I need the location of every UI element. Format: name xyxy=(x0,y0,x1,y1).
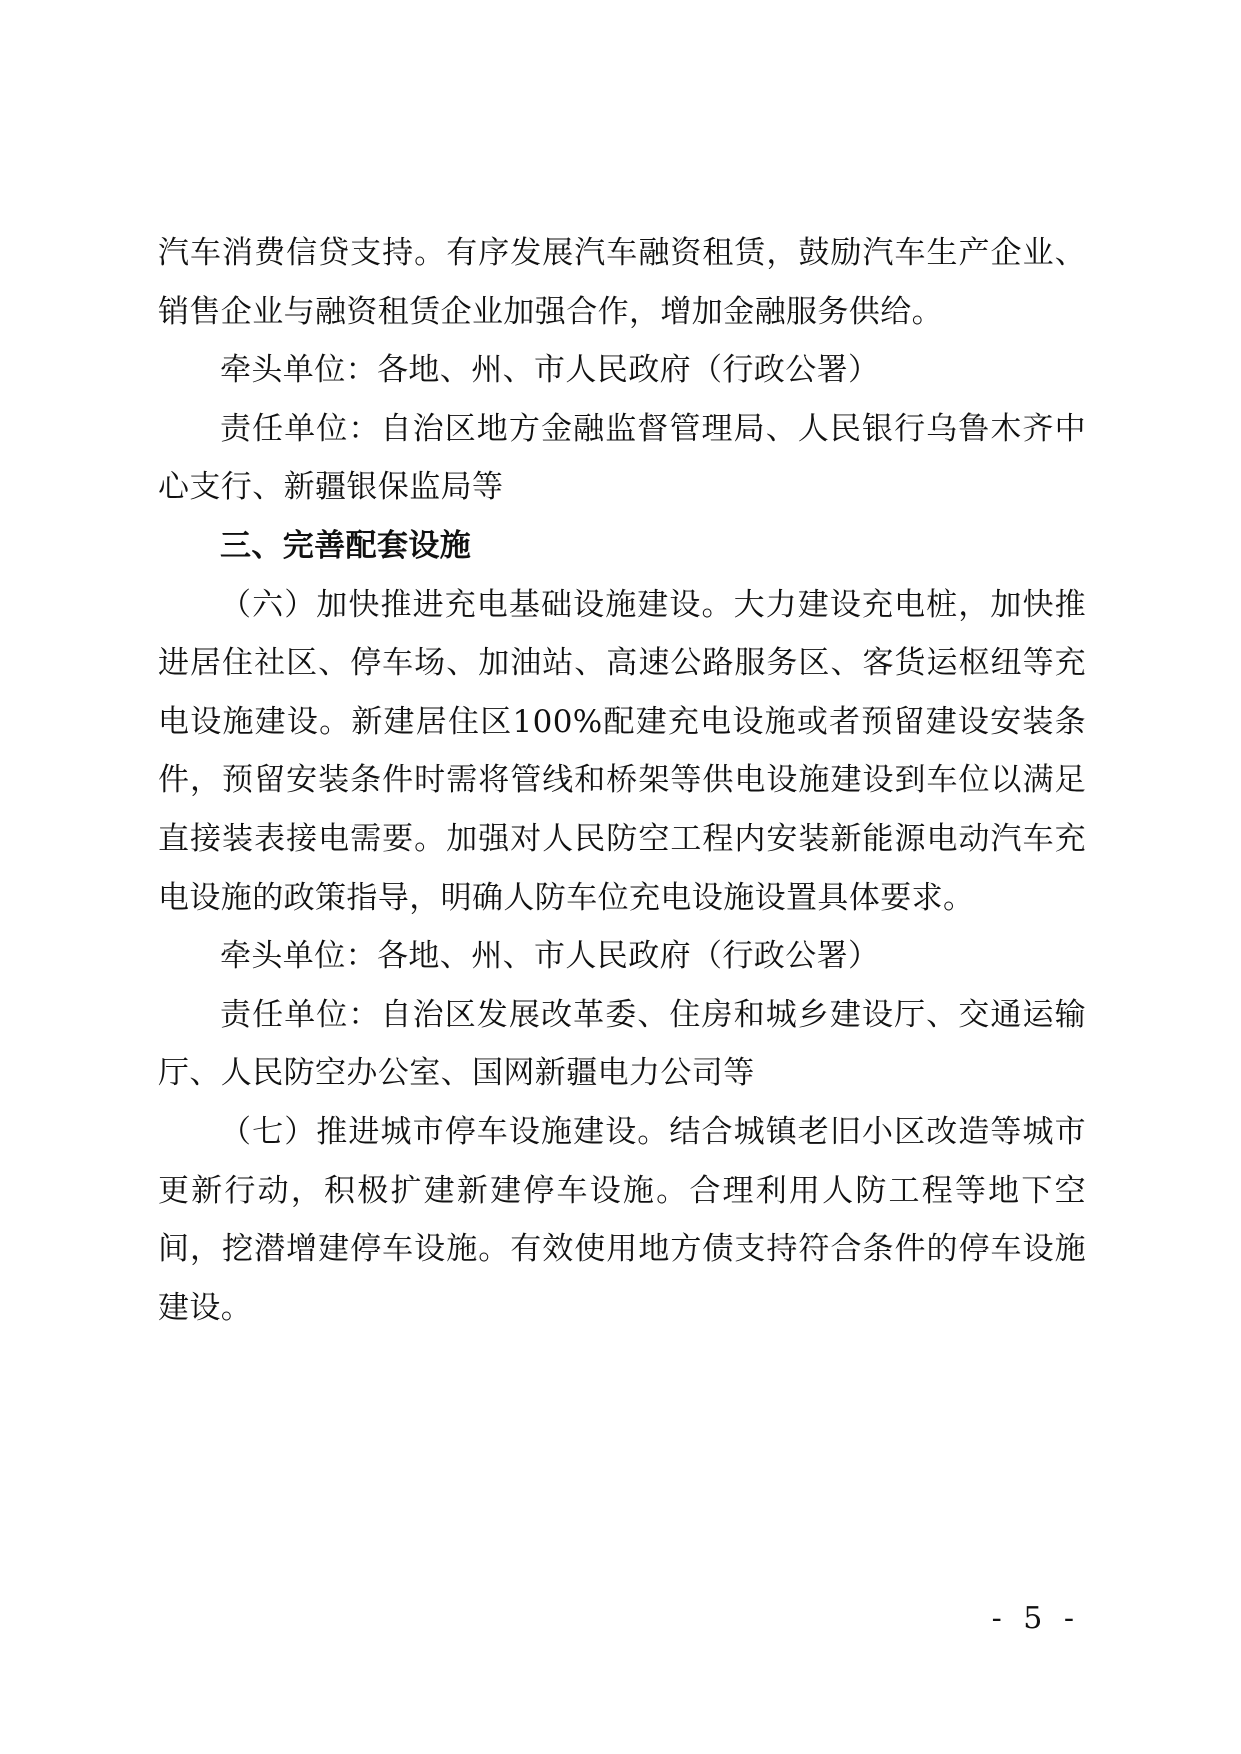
section-heading-facilities: 三、完善配套设施 xyxy=(220,527,472,564)
paragraph-credit-support: 汽车消费信贷支持。有序发展汽车融资租赁，鼓励汽车生产企业、销售企业与融资租赁企业加强合作，增加金融服务供给。 xyxy=(158,235,1086,330)
paragraph-charging-infrastructure: （六）加快推进充电基础设施建设。大力建设充电桩，加快推进居住社区、停车场、加油站、高速公路服务区、客货运枢纽等充电设施建设。新建居住区100%配建充电设施或者预留建设安装条件，预留安装条件时需将管线和桥架等供电设施建设到车位以满足直接装表接电需要。加强对人民防空工程内安装新能源电动汽车充电设施的政策指导，明确人防车位充电设施设置具体要求。 xyxy=(158,586,1086,916)
page-number: - 5 - xyxy=(991,1601,1080,1636)
document-body xyxy=(158,224,1086,1337)
paragraph-responsible-unit-2: 责任单位：自治区发展改革委、住房和城乡建设厅、交通运输厅、人民防空办公室、国网新疆电力公司等 xyxy=(158,996,1086,1092)
paragraph-parking-facilities: （七）推进城市停车设施建设。结合城镇老旧小区改造等城市更新行动，积极扩建新建停车设施。合理利用人防工程等地下空间，挖潜增建停车设施。有效使用地方债支持符合条件的停车设施建设。 xyxy=(158,1113,1086,1326)
paragraph-lead-unit-2: 牵头单位：各地、州、市人民政府（行政公署） xyxy=(220,938,880,975)
paragraph-lead-unit-1: 牵头单位：各地、州、市人民政府（行政公署） xyxy=(220,352,880,389)
paragraph-responsible-unit-1: 责任单位：自治区地方金融监督管理局、人民银行乌鲁木齐中心支行、新疆银保监局等 xyxy=(158,410,1086,506)
